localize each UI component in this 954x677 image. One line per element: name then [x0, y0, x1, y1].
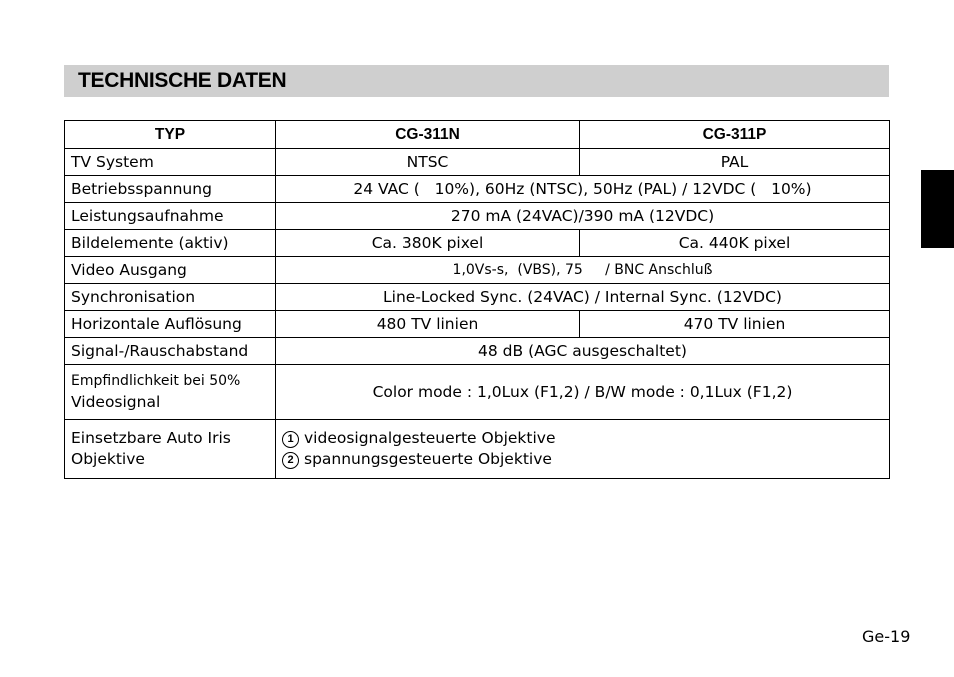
row-label [65, 420, 276, 479]
section-header [64, 65, 889, 97]
spec-table [64, 120, 890, 479]
section-title: TECHNISCHE DATEN [78, 69, 287, 92]
table-row [65, 420, 890, 479]
table-row [65, 149, 890, 176]
table-row [65, 257, 890, 284]
page-number: Ge-19 [862, 627, 911, 646]
table-row [65, 176, 890, 203]
row-label-line: Videosignal [71, 393, 161, 411]
cell-value: Ca. 440K pixel [580, 230, 890, 257]
row-label-line: Einsetzbare Auto Iris [71, 429, 231, 447]
cell-value: 48 dB (AGC ausgeschaltet) [276, 338, 890, 365]
cell-value [276, 420, 890, 479]
row-label: Synchronisation [65, 284, 276, 311]
cell-value: 470 TV linien [580, 311, 890, 338]
list-item [282, 428, 883, 449]
cell-value: PAL [580, 149, 890, 176]
list-item [282, 449, 883, 470]
row-label-line: Objektive [71, 450, 145, 468]
table-row [65, 338, 890, 365]
header-cg311n: CG-311N [276, 121, 580, 149]
row-label: Bildelemente (aktiv) [65, 230, 276, 257]
table-row [65, 230, 890, 257]
cell-value: 480 TV linien [276, 311, 580, 338]
cell-value: 1,0Vs-s, (VBS), 75 / BNC Anschluß [276, 257, 890, 284]
circled-number-marker: 2 [282, 452, 299, 469]
table-header-row [65, 121, 890, 149]
table-row [65, 311, 890, 338]
row-label: TV System [65, 149, 276, 176]
table-row [65, 365, 890, 420]
row-label: Signal-/Rauschabstand [65, 338, 276, 365]
header-typ: TYP [65, 121, 276, 149]
list-item-text: videosignalgesteuerte Objektive [304, 429, 556, 447]
cell-value: Line-Locked Sync. (24VAC) / Internal Sync. (12VDC) [276, 284, 890, 311]
row-label-line: Empfindlichkeit bei 50% [71, 373, 241, 389]
circled-number-marker: 1 [282, 431, 299, 448]
row-label [65, 365, 276, 420]
cell-value: 270 mA (24VAC)/390 mA (12VDC) [276, 203, 890, 230]
row-label: Horizontale Auflösung [65, 311, 276, 338]
chapter-tab-marker [921, 170, 954, 248]
row-label: Video Ausgang [65, 257, 276, 284]
header-cg311p: CG-311P [580, 121, 890, 149]
list-item-text: spannungsgesteuerte Objektive [304, 450, 552, 468]
cell-value: Color mode : 1,0Lux (F1,2) / B/W mode : 0,1Lux (F1,2) [276, 365, 890, 420]
cell-value: Ca. 380K pixel [276, 230, 580, 257]
row-label: Leistungsaufnahme [65, 203, 276, 230]
row-label: Betriebsspannung [65, 176, 276, 203]
cell-value: NTSC [276, 149, 580, 176]
table-row [65, 284, 890, 311]
table-row [65, 203, 890, 230]
cell-value: 24 VAC ( 10%), 60Hz (NTSC), 50Hz (PAL) / 12VDC ( 10%) [276, 176, 890, 203]
